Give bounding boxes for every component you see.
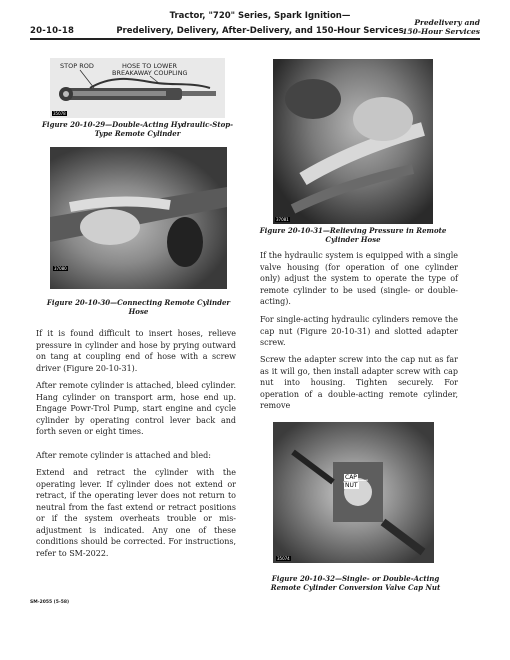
figure-31-photo-tag: 37081 <box>276 217 289 222</box>
figure-30-photo-tag: 37080 <box>54 266 67 271</box>
figure-30-caption: Figure 20-10-30—Connecting Remote Cylinder Hose <box>46 298 231 316</box>
left-paragraph-4: Extend and retract the cylinder with the operating lever. If cylinder does not extend or retract, if the operating lever does not return to neutral from the fast extend or retract positions or if the system overheats trouble or mis-adjustment is indicated. Any one of these conditions should be corrected. For instructions, refer to SM-2022. <box>36 468 236 558</box>
left-paragraph-2: After remote cylinder is attached, bleed cylinder. Hang cylinder on transport arm, hose end up. Engage Powr-Trol Pump, start engine and cycle cylinder by operating control lever back and forth seven or eight times. <box>36 381 236 436</box>
figure-32-label-nut: NUT <box>345 482 358 489</box>
left-paragraph-1: If it is found difficult to insert hoses, relieve pressure in cylinder and hose by prying outward on tang at coupling end of hose with a screw driver (Figure 20-10-31). <box>36 329 236 373</box>
page-number: 20-10-18 <box>30 26 75 36</box>
hose-connection-photo <box>50 147 227 289</box>
figure-29-label-hose-1: HOSE TO LOWER <box>122 62 178 70</box>
header-title-line1: Tractor, "720" Series, Spark Ignition— <box>169 11 351 21</box>
figure-29-label-hose-2: BREAKAWAY COUPLING <box>112 69 188 77</box>
left-paragraph-3: After remote cylinder is attached and bled: <box>36 451 211 460</box>
figure-32-photo <box>273 422 434 563</box>
right-paragraph-1: If the hydraulic system is equipped with a single valve housing (for operation of one cylinder only) adjust the system to operate the type of remote cylinder to be used (single- or double-acting). <box>260 251 458 306</box>
header-title-line2: Predelivery, Delivery, After-Delivery, and 150-Hour Services <box>116 26 404 36</box>
figure-31-caption: Figure 20-10-31—Relieving Pressure in Remote Cylinder Hose <box>259 226 447 244</box>
remote-cylinder-drawing <box>50 58 225 118</box>
header-section-line2: 150-Hour Services <box>402 27 480 36</box>
right-paragraph-3: Screw the adapter screw into the cap nut as far as it will go, then install adapter screw with cap nut into housing. Tighten securely. For operation of a double-acting remote cylinder, remove <box>260 355 458 410</box>
figure-29-photo-tag: 35078 <box>53 111 66 116</box>
footer-code: SM-2055 (5-58) <box>30 600 70 605</box>
pressure-relief-photo <box>273 59 433 224</box>
header-section-line1: Predelivery and <box>414 18 480 27</box>
figure-32-caption: Figure 20-10-32—Single- or Double-Acting Remote Cylinder Conversion Valve Cap Nut <box>270 574 441 592</box>
figure-29-caption: Figure 20-10-29—Double-Acting Hydraulic-Stop-Type Remote Cylinder <box>41 120 234 138</box>
figure-31-photo <box>273 59 433 224</box>
valve-cap-nut-photo <box>273 422 434 563</box>
header-rule <box>30 38 480 40</box>
figure-29-photo <box>50 58 225 118</box>
figure-29-label-stop-rod: STOP ROD <box>60 62 94 70</box>
figure-30-photo <box>50 147 227 289</box>
figure-32-label-cap: CAP <box>345 474 357 481</box>
right-paragraph-2: For single-acting hydraulic cylinders remove the cap nut (Figure 20-10-31) and slotted adapter screw. <box>260 315 458 347</box>
figure-32-photo-tag: 35074 <box>277 556 290 561</box>
